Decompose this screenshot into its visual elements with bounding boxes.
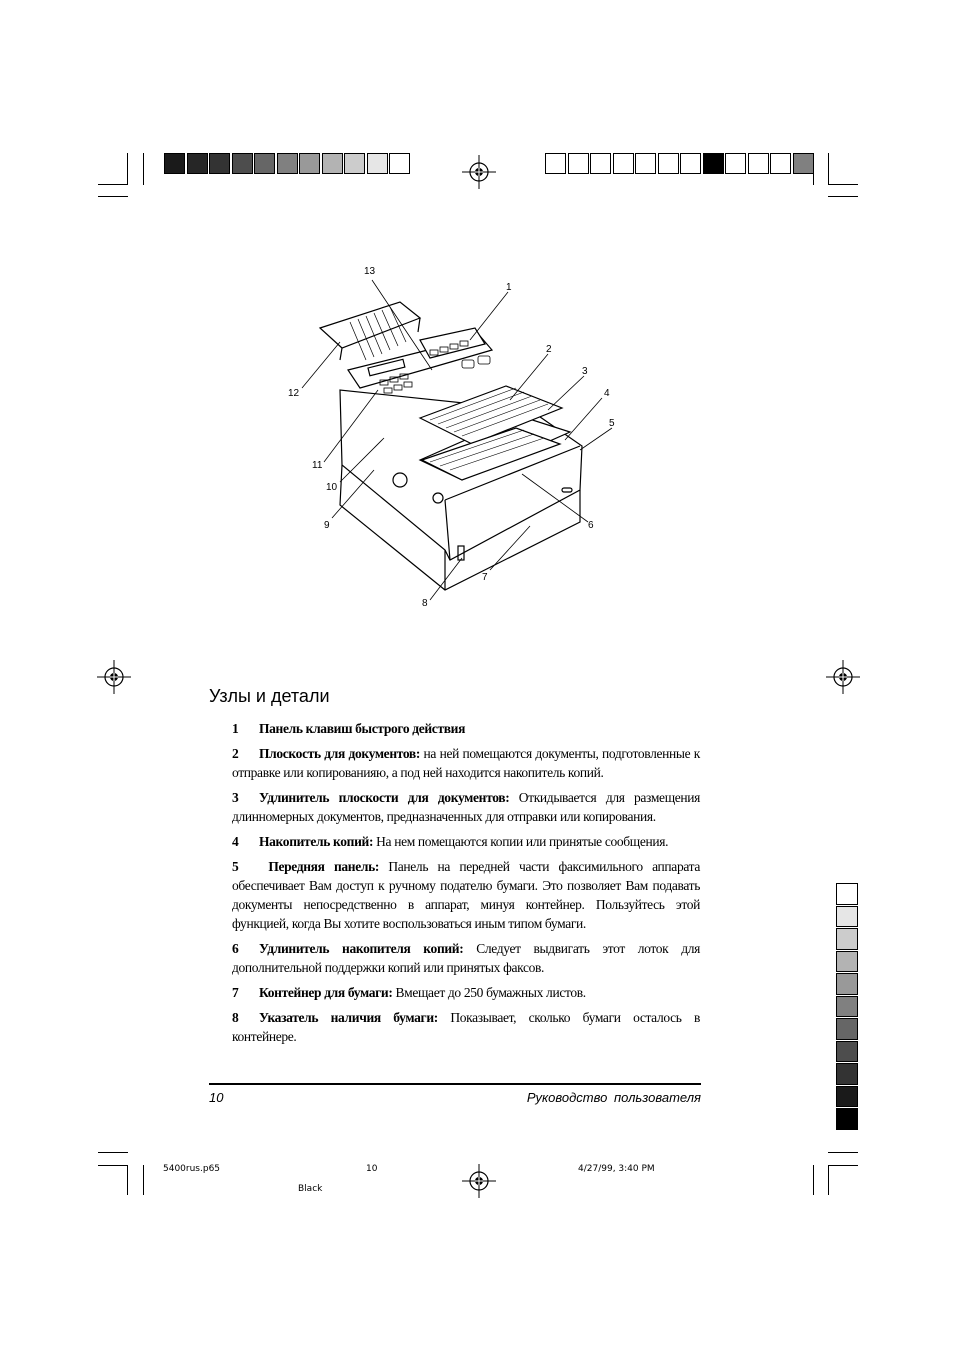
gray-swatch bbox=[187, 153, 208, 174]
gray-swatch bbox=[725, 153, 746, 174]
item-term: Удлинитель плоскости для документов: bbox=[259, 790, 510, 805]
item-term: Контейнер для бумаги: bbox=[259, 985, 393, 1000]
gray-swatch bbox=[613, 153, 634, 174]
callout-9: 9 bbox=[324, 520, 330, 531]
gray-scale-bar-vertical bbox=[836, 883, 858, 1131]
slug-filename: 5400rus.p65 bbox=[163, 1164, 221, 1174]
gray-swatch bbox=[836, 951, 858, 973]
item-number: 6 bbox=[232, 941, 239, 956]
gray-swatch bbox=[770, 153, 791, 174]
registration-mark-right-icon bbox=[826, 660, 860, 694]
item-term: Накопитель копий: bbox=[259, 834, 374, 849]
gray-swatch bbox=[389, 153, 410, 174]
item-number: 2 bbox=[232, 746, 239, 761]
gray-swatch bbox=[836, 906, 858, 928]
registration-mark-top-icon bbox=[462, 155, 496, 189]
gray-swatch bbox=[590, 153, 611, 174]
gray-swatch bbox=[703, 153, 724, 174]
gray-swatch bbox=[322, 153, 343, 174]
fax-machine-illustration bbox=[280, 260, 630, 615]
callout-13: 13 bbox=[364, 266, 376, 277]
item-description: на ней помещаются документы, подготовленные к отправке или копированияю, а под ней находится накопитель копий. bbox=[232, 746, 700, 780]
slug-page: 10 bbox=[366, 1164, 378, 1174]
slug-datetime: 4/27/99, 3:40 PM bbox=[578, 1164, 655, 1174]
item-description: На нем помещаются копии или принятые сообщения. bbox=[373, 834, 669, 849]
item-term: Плоскость для документов: bbox=[259, 746, 420, 761]
item-term: Удлинитель накопителя копий: bbox=[259, 941, 464, 956]
gray-swatch bbox=[568, 153, 589, 174]
parts-list-item bbox=[232, 983, 700, 1002]
item-number: 4 bbox=[232, 834, 239, 849]
item-number: 1 bbox=[232, 721, 239, 736]
item-description: Показывает, сколько бумаги осталось в контейнере. bbox=[232, 1010, 700, 1044]
parts-list-item bbox=[232, 832, 700, 851]
callout-3: 3 bbox=[582, 366, 588, 377]
slug-plate: Black bbox=[298, 1184, 323, 1194]
gray-swatch bbox=[836, 1086, 858, 1108]
item-term: Указатель наличия бумаги: bbox=[259, 1010, 438, 1025]
parts-list-item bbox=[232, 939, 700, 977]
page-number: 10 bbox=[209, 1090, 224, 1105]
parts-list bbox=[232, 719, 700, 1052]
callout-1: 1 bbox=[506, 282, 512, 293]
gray-swatch bbox=[367, 153, 388, 174]
item-number: 3 bbox=[232, 790, 239, 805]
item-number: 7 bbox=[232, 985, 239, 1000]
callout-4: 4 bbox=[604, 388, 610, 399]
gray-swatch bbox=[545, 153, 566, 174]
registration-mark-bottom-icon bbox=[462, 1164, 496, 1198]
gray-swatch bbox=[658, 153, 679, 174]
item-description: Следует выдвигать этот лоток для дополнительной поддержки копий или принятых факсов. bbox=[232, 941, 700, 975]
footer-rule bbox=[209, 1083, 701, 1085]
running-title: Руководство пользователя bbox=[526, 1090, 701, 1105]
gray-swatch bbox=[680, 153, 701, 174]
parts-list-item bbox=[232, 744, 700, 782]
parts-list-item bbox=[232, 1008, 700, 1046]
item-term: Передняя панель: bbox=[259, 859, 380, 874]
gray-swatch bbox=[836, 973, 858, 995]
item-number: 5 bbox=[232, 859, 239, 874]
gray-swatch bbox=[836, 928, 858, 950]
item-term: Панель клавиш быстрого действия bbox=[259, 721, 466, 736]
gray-swatch bbox=[344, 153, 365, 174]
callout-6: 6 bbox=[588, 520, 594, 531]
gray-swatch bbox=[232, 153, 253, 174]
gray-swatch bbox=[836, 996, 858, 1018]
gray-swatch bbox=[254, 153, 275, 174]
callout-5: 5 bbox=[609, 418, 615, 429]
gray-swatch bbox=[299, 153, 320, 174]
gray-swatch bbox=[836, 1018, 858, 1040]
registration-mark-left-icon bbox=[97, 660, 131, 694]
gray-swatch bbox=[748, 153, 769, 174]
callout-12: 12 bbox=[288, 388, 300, 399]
parts-list-item bbox=[232, 857, 700, 933]
parts-list-item bbox=[232, 719, 700, 738]
callout-11: 11 bbox=[312, 460, 323, 471]
gray-swatch bbox=[836, 1041, 858, 1063]
item-description: Вмещает до 250 бумажных листов. bbox=[392, 985, 586, 1000]
item-number: 8 bbox=[232, 1010, 239, 1025]
gray-scale-bar-right bbox=[545, 153, 815, 175]
fax-body-drawing bbox=[320, 302, 582, 590]
gray-swatch bbox=[277, 153, 298, 174]
callout-2: 2 bbox=[546, 344, 552, 355]
gray-swatch bbox=[635, 153, 656, 174]
callout-8: 8 bbox=[422, 598, 428, 609]
callout-10: 10 bbox=[326, 482, 338, 493]
gray-swatch bbox=[793, 153, 814, 174]
item-description: Откидывается для размещения длинномерных документов, предназначенных для отправки или копирования. bbox=[232, 790, 700, 824]
callout-7: 7 bbox=[482, 572, 488, 583]
item-description: Панель на передней части факсимильного аппарата обеспечивает Вам доступ к ручному подателю бумаги. Это позволяет Вам подавать документы непосредственно в аппарат, минуя контейнер. Пользуйтесь этой функцией, когда Вы хотите воспользоваться иным типом бумаги. bbox=[232, 859, 700, 931]
gray-swatch bbox=[836, 883, 858, 905]
gray-swatch bbox=[836, 1108, 858, 1130]
section-title: Узлы и детали bbox=[209, 686, 330, 706]
gray-swatch bbox=[164, 153, 185, 174]
gray-swatch bbox=[209, 153, 230, 174]
parts-list-item bbox=[232, 788, 700, 826]
gray-scale-bar-left bbox=[164, 153, 412, 175]
gray-swatch bbox=[836, 1063, 858, 1085]
